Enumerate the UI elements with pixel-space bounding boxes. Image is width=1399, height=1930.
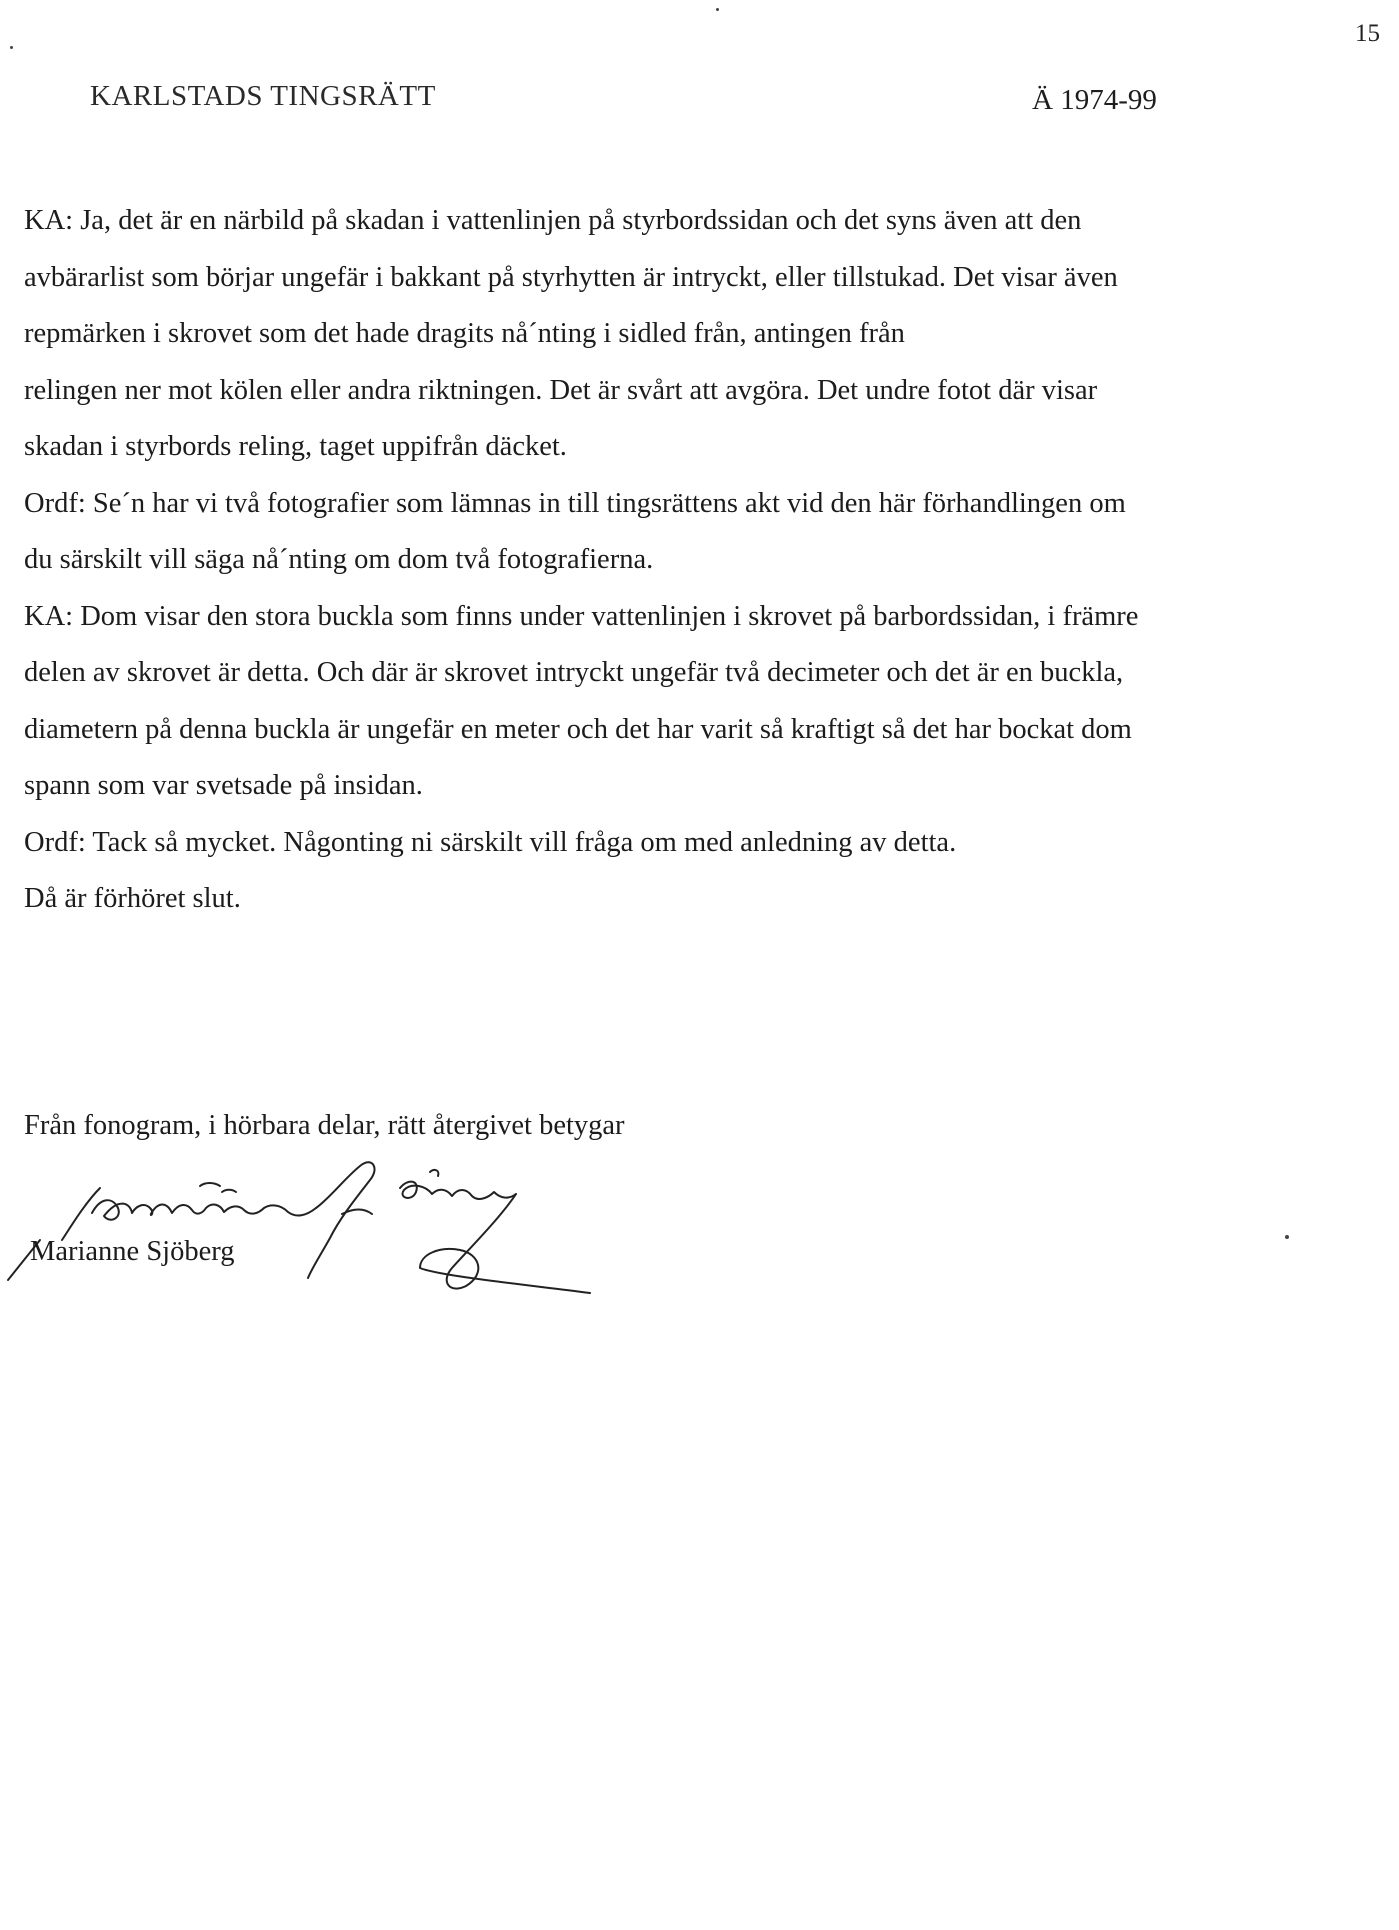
court-name: KARLSTADS TINGSRÄTT <box>90 80 436 112</box>
transcript-line: du särskilt vill säga nå´nting om dom två fotografierna. <box>24 544 654 575</box>
transcript-line: Då är förhöret slut. <box>24 883 241 914</box>
case-number: Ä 1974-99 <box>1032 84 1157 116</box>
handwritten-signature <box>0 1158 600 1298</box>
transcript-line: Ordf: Tack så mycket. Någonting ni särskilt vill fråga om med anledning av detta. <box>24 826 957 858</box>
transcript-line: KA: Ja, det är en närbild på skadan i vattenlinjen på styrbordssidan och det syns även att den <box>24 205 1082 236</box>
transcript-line: repmärken i skrovet som det hade dragits nå´nting i sidled från, antingen från <box>24 318 905 349</box>
transcript-line: diametern på denna buckla är ungefär en meter och det har varit så kraftigt så det har bockat dom <box>24 713 1132 745</box>
transcript-line: Ordf: Se´n har vi två fotografier som lämnas in till tingsrättens akt vid den här förhandlingen om <box>24 487 1126 519</box>
transcript-line: KA: Dom visar den stora buckla som finns under vattenlinjen i skrovet på barbordssidan, i främre <box>24 600 1139 632</box>
transcript-line: relingen ner mot kölen eller andra riktningen. Det är svårt att avgöra. Det undre fotot där visar <box>24 374 1098 406</box>
transcript-body <box>24 193 1369 928</box>
certification-statement: Från fonogram, i hörbara delar, rätt återgivet betygar <box>24 1110 625 1141</box>
transcript-line: delen av skrovet är detta. Och där är skrovet intryckt ungefär två decimeter och det är en buckla, <box>24 657 1124 688</box>
transcript-line: skadan i styrbords reling, taget uppifrån däcket. <box>24 431 567 462</box>
scan-speck <box>716 8 719 11</box>
scan-speck <box>10 46 13 49</box>
scan-speck <box>1285 1235 1289 1239</box>
page-number: 15 <box>1355 20 1380 47</box>
signer-name: Marianne Sjöberg <box>30 1236 235 1267</box>
transcript-line: spann som var svetsade på insidan. <box>24 770 423 801</box>
transcript-line: avbärarlist som börjar ungefär i bakkant på styrhytten är intryckt, eller tillstukad. Det visar även <box>24 261 1118 293</box>
